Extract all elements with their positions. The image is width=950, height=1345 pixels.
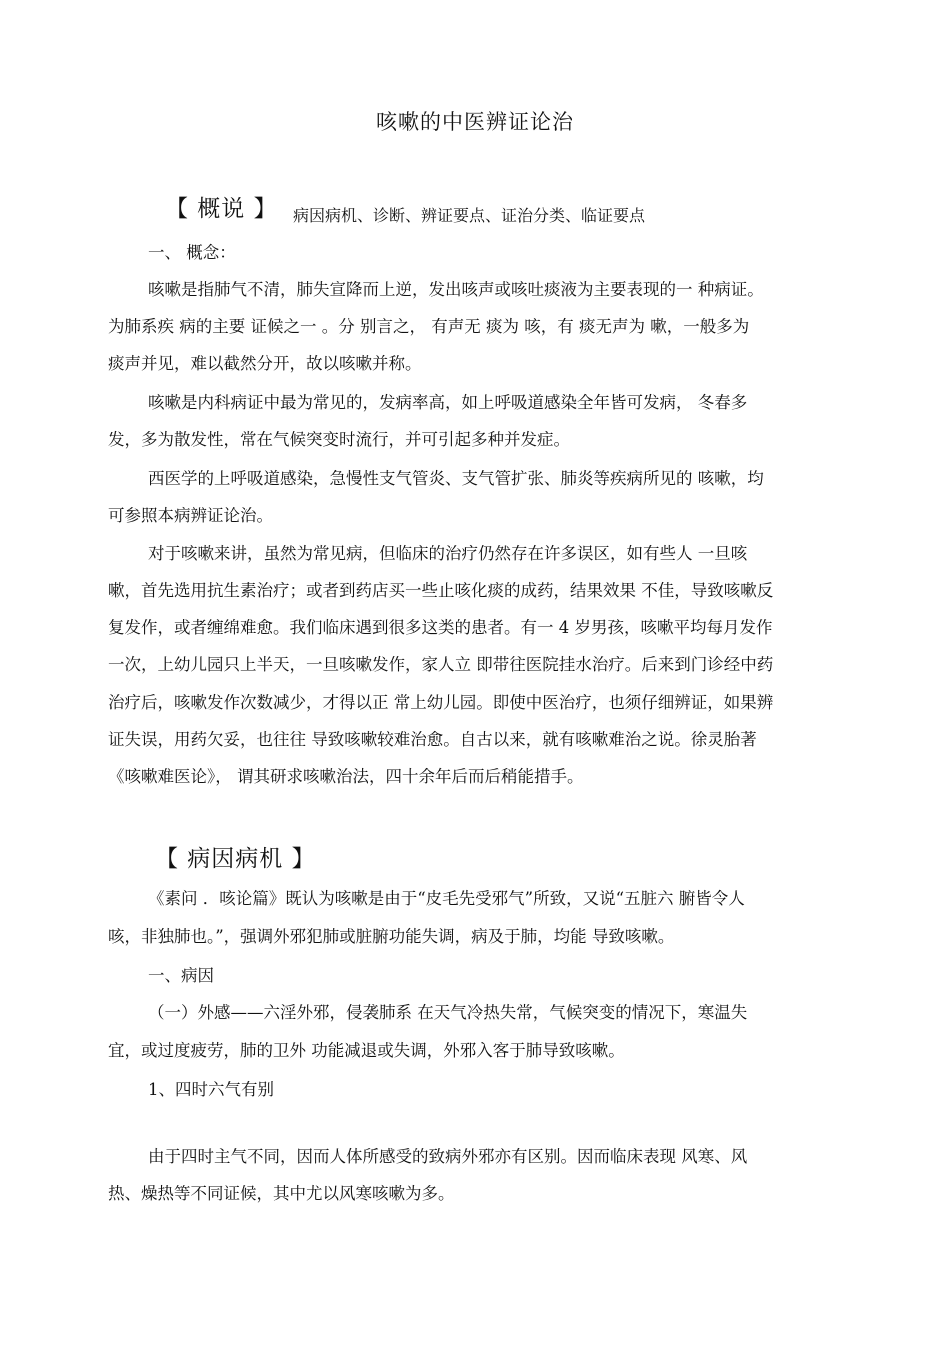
paragraph-line: 嗽，首先选用抗生素治疗；或者到药店买一些止咳化痰的成药，结果效果 不佳，导致咳嗽反: [108, 581, 774, 600]
paragraph-line: 痰声并见，难以截然分开，故以咳嗽并称。: [108, 354, 422, 373]
paragraph-line: 复发作，或者缠绵难愈。我们临床遇到很多这类的患者。有一 4 岁男孩，咳嗽平均每月发作: [108, 618, 773, 637]
document-title: 咳嗽的中医辨证论治: [376, 110, 574, 134]
paragraph-line: 发，多为散发性，常在气候突变时流行，并可引起多种并发症。: [108, 430, 570, 449]
paragraph-line: 治疗后，咳嗽发作次数减少，才得以正 常上幼儿园。即使中医治疗，也须仔细辨证，如果辨: [108, 693, 774, 712]
paragraph-line: 《咳嗽难医论》， 谓其研求咳嗽治法，四十余年后而后稍能措手。: [108, 767, 584, 786]
paragraph-line: 一次，上幼儿园只上半天，一旦咳嗽发作，家人立 即带往医院挂水治疗。后来到门诊经中药: [108, 655, 774, 674]
paragraph-line: 热、燥热等不同证候，其中尤以风寒咳嗽为多。: [108, 1184, 455, 1203]
paragraph-line: 由于四时主气不同，因而人体所感受的致病外邪亦有区别。因而临床表现 风寒、风: [148, 1147, 748, 1166]
cause-label: 一、病因: [148, 966, 214, 985]
item-label: 1、四时六气有别: [148, 1080, 274, 1099]
paragraph-line: 《素问 ．咳论篇》既认为咳嗽是由于“皮毛先受邪气”所致，又说“五脏六 腑皆令人: [148, 889, 745, 908]
paragraph-line: 咳，非独肺也。”，强调外邪犯肺或脏腑功能失调，病及于肺，均能 导致咳嗽。: [108, 927, 675, 946]
paragraph-line: （一）外感——六淫外邪，侵袭肺系 在天气冷热失常，气候突变的情况下，寒温失: [148, 1003, 748, 1022]
paragraph-line: 宜，或过度疲劳，肺的卫外 功能减退或失调，外邪入客于肺导致咳嗽。: [108, 1041, 625, 1060]
concept-label: 一、 概念：: [148, 243, 236, 262]
paragraph-line: 对于咳嗽来讲，虽然为常见病，但临床的治疗仍然存在许多误区，如有些人 一旦咳: [148, 544, 748, 563]
paragraph-line: 咳嗽是内科病证中最为常见的，发病率高，如上呼吸道感染全年皆可发病， 冬春多: [148, 393, 748, 412]
overview-heading: 【 概说 】: [165, 196, 278, 222]
paragraph-line: 可参照本病辨证论治。: [108, 506, 273, 525]
paragraph-line: 西医学的上呼吸道感染，急慢性支气管炎、支气管扩张、肺炎等疾病所见的 咳嗽，均: [148, 469, 764, 488]
overview-subtitle: 病因病机、诊断、辨证要点、证治分类、临证要点: [293, 206, 646, 225]
paragraph-line: 证失误，用药欠妥，也往往 导致咳嗽较难治愈。自古以来，就有咳嗽难治之说。徐灵胎著: [108, 730, 757, 749]
paragraph-line: 咳嗽是指肺气不清，肺失宣降而上逆，发出咳声或咳吐痰液为主要表现的一 种病证。: [148, 280, 764, 299]
etiology-heading: 【 病因病机 】: [155, 846, 316, 872]
paragraph-line: 为肺系疾 病的主要 证候之一 。分 别言之， 有声无 痰为 咳，有 痰无声为 嗽，一般多为: [108, 317, 750, 336]
